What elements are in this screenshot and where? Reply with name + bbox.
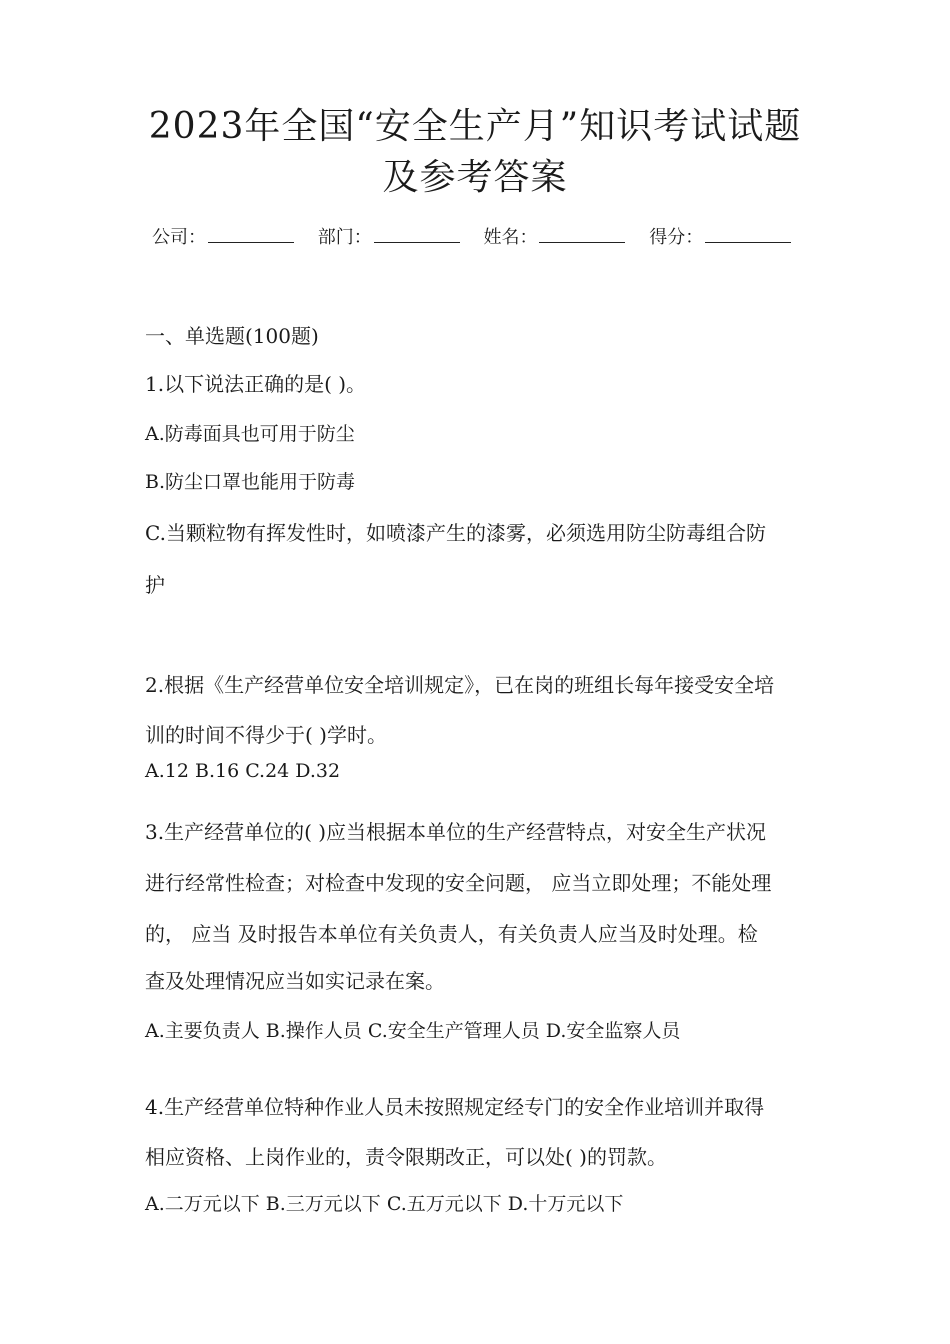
name-blank[interactable] [539, 224, 625, 243]
company-blank[interactable] [208, 224, 294, 243]
score-label: 得分： [649, 227, 704, 248]
question-3-stem-line-1: 3.生产经营单位的( )应当根据本单位的生产经营特点，对安全生产状况 [145, 820, 767, 844]
name-field [483, 224, 625, 252]
document-title-line-1: 2023年全国“安全生产月”知识考试试题 [148, 106, 802, 147]
question-3-stem-line-3: 的， 应当 及时报告本单位有关负责人，有关负责人应当及时处理。检 [145, 922, 758, 946]
question-2-stem-line-2: 训的时间不得少于( )学时。 [145, 723, 387, 747]
department-field [318, 224, 460, 252]
score-field [649, 224, 791, 252]
question-1-stem: 1.以下说法正确的是( )。 [145, 372, 367, 396]
department-blank[interactable] [374, 224, 460, 243]
respondent-info-row [152, 224, 812, 252]
question-3-stem-line-4: 查及处理情况应当如实记录在案。 [145, 969, 445, 993]
question-2-options: A.12 B.16 C.24 D.32 [145, 760, 341, 782]
name-label: 姓名： [483, 227, 538, 248]
question-3-options: A.主要负责人 B.操作人员 C.安全生产管理人员 D.安全监察人员 [145, 1020, 681, 1042]
question-1-option-c: C.当颗粒物有挥发性时，如喷漆产生的漆雾，必须选用防尘防毒组合防 [145, 521, 766, 545]
question-3-stem-line-2: 进行经常性检查；对检查中发现的安全问题， 应当立即处理；不能处理 [145, 871, 772, 895]
question-4-stem-line-2: 相应资格、上岗作业的，责令限期改正，可以处( )的罚款。 [145, 1145, 667, 1169]
department-label: 部门： [317, 227, 372, 248]
question-4-stem-line-1: 4.生产经营单位特种作业人员未按照规定经专门的安全作业培训并取得 [145, 1095, 765, 1119]
document-title-line-2: 及参考答案 [382, 157, 568, 198]
score-blank[interactable] [705, 224, 791, 243]
company-label: 公司： [152, 227, 206, 248]
question-1-option-a: A.防毒面具也可用于防尘 [145, 423, 355, 445]
question-1-option-b: B.防尘口罩也能用于防毒 [145, 471, 356, 493]
question-2-stem-line-1: 2.根据《生产经营单位安全培训规定》，已在岗的班组长每年接受安全培 [145, 673, 775, 697]
question-1-option-c-cont: 护 [145, 573, 165, 597]
question-4-options: A.二万元以下 B.三万元以下 C.五万元以下 D.十万元以下 [145, 1193, 624, 1215]
section-heading: 一、单选题(100题) [145, 324, 319, 348]
company-field [152, 224, 294, 252]
